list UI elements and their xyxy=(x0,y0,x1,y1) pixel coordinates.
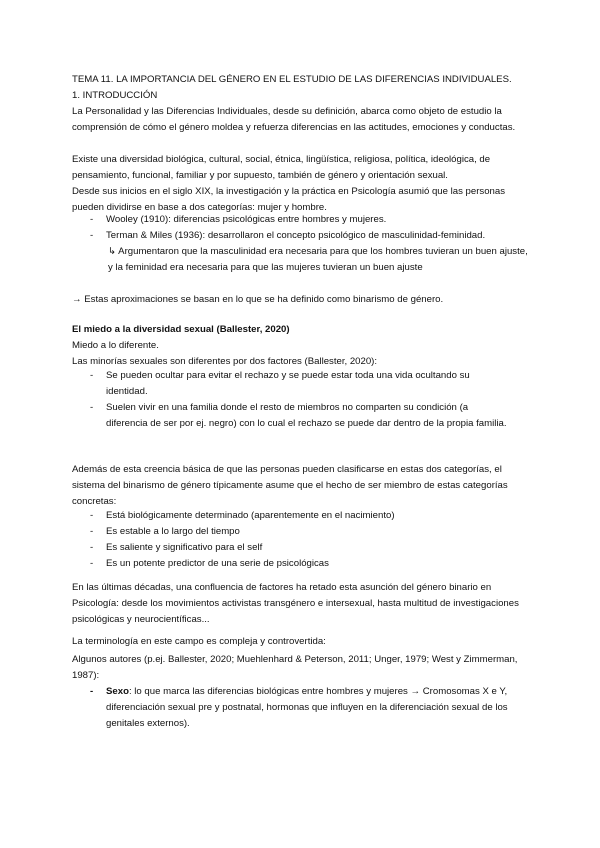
list-item: - Está biológicamente determinado (aparentemente en el nacimiento) xyxy=(72,508,532,524)
list-item: - Es un potente predictor de una serie de psicológicas xyxy=(72,556,532,572)
list-item: - Wooley (1910): diferencias psicológicas entre hombres y mujeres. xyxy=(72,212,532,228)
list-item: - Es saliente y significativo para el self xyxy=(72,540,532,556)
list-item: - Terman & Miles (1936): desarrollaron el concepto psicológico de masculinidad-feminidad. xyxy=(72,228,532,244)
paragraph: En las últimas décadas, una confluencia de factores ha retado esta asunción del género binario en Psicología: desde los movimientos activistas transgénero e intersexual, hasta multitud de investigaciones psicológicas y neurocientíficas... xyxy=(72,582,519,625)
authors-list xyxy=(72,212,532,244)
intro-paragraph: La Personalidad y las Diferencias Individuales, desde su definición, abarca como objeto de estudio la comprensión de cómo el género moldea y refuerza diferencias en las actitudes, emociones y conductas. xyxy=(72,106,516,133)
subsection-heading: El miedo a la diversidad sexual (Ballester, 2020) xyxy=(72,324,290,335)
factors-list xyxy=(72,368,532,432)
paragraph: Algunos autores (p.ej. Ballester, 2020; Muehlenhard & Peterson, 2011; Unger, 1979; West y Zimmerman, 1987): xyxy=(72,654,518,681)
list-item: - Se pueden ocultar para evitar el rechazo y se puede estar toda una vida ocultando su identidad. xyxy=(72,368,532,400)
paragraph: Las minorías sexuales son diferentes por dos factores (Ballester, 2020): xyxy=(72,356,378,367)
section-heading: 1. INTRODUCCIÓN xyxy=(72,90,158,101)
binarism-note: → Estas aproximaciones se basan en lo que se ha definido como binarismo de género. xyxy=(72,294,444,305)
term-definition: : lo que marca las diferencias biológicas entre hombres y mujeres → Cromosomas X e Y, diferenciación sexual pre y postnatal, hormonas que influyen en la diferenciación sexual de los genitales externos). xyxy=(106,686,508,729)
document-title: TEMA 11. LA IMPORTANCIA DEL GÉNERO EN EL ESTUDIO DE LAS DIFERENCIAS INDIVIDUALES. xyxy=(72,74,512,85)
list-item: - Suelen vivir en una familia donde el resto de miembros no comparten su condición (a diferencia de ser por ej. negro) con lo cual el rechazo se puede dar dentro de la propia familia. xyxy=(72,400,532,432)
paragraph: La terminología en este campo es compleja y controvertida: xyxy=(72,636,326,647)
paragraph: Además de esta creencia básica de que las personas pueden clasificarse en estas dos categorías, el sistema del binarismo de género típicamente asume que el hecho de ser miembro de estas categorías concretas: xyxy=(72,464,508,507)
term-label: Sexo xyxy=(106,686,129,697)
intro-paragraph: Existe una diversidad biológica, cultural, social, étnica, lingüística, religiosa, política, ideológica, de pensamiento, funcional, familiar y por supuesto, también de género y orientación sexual. xyxy=(72,154,491,181)
document-page xyxy=(72,0,532,729)
sub-note: ↳ Argumentaron que la masculinidad era necesaria para que los hombres tuvieran un buen ajuste, y la feminidad era necesaria para que las mujeres tuvieran un buen ajuste xyxy=(108,246,528,273)
list-item: - Es estable a lo largo del tiempo xyxy=(72,524,532,540)
paragraph: Miedo a lo diferente. xyxy=(72,340,159,351)
intro-paragraph: Desde sus inicios en el siglo XIX, la investigación y la práctica en Psicología asumió que las personas pueden dividirse en base a dos categorías: mujer y hombre. xyxy=(72,186,506,213)
terminology-list xyxy=(72,684,532,732)
assumptions-list xyxy=(72,508,532,572)
list-item xyxy=(72,684,532,732)
